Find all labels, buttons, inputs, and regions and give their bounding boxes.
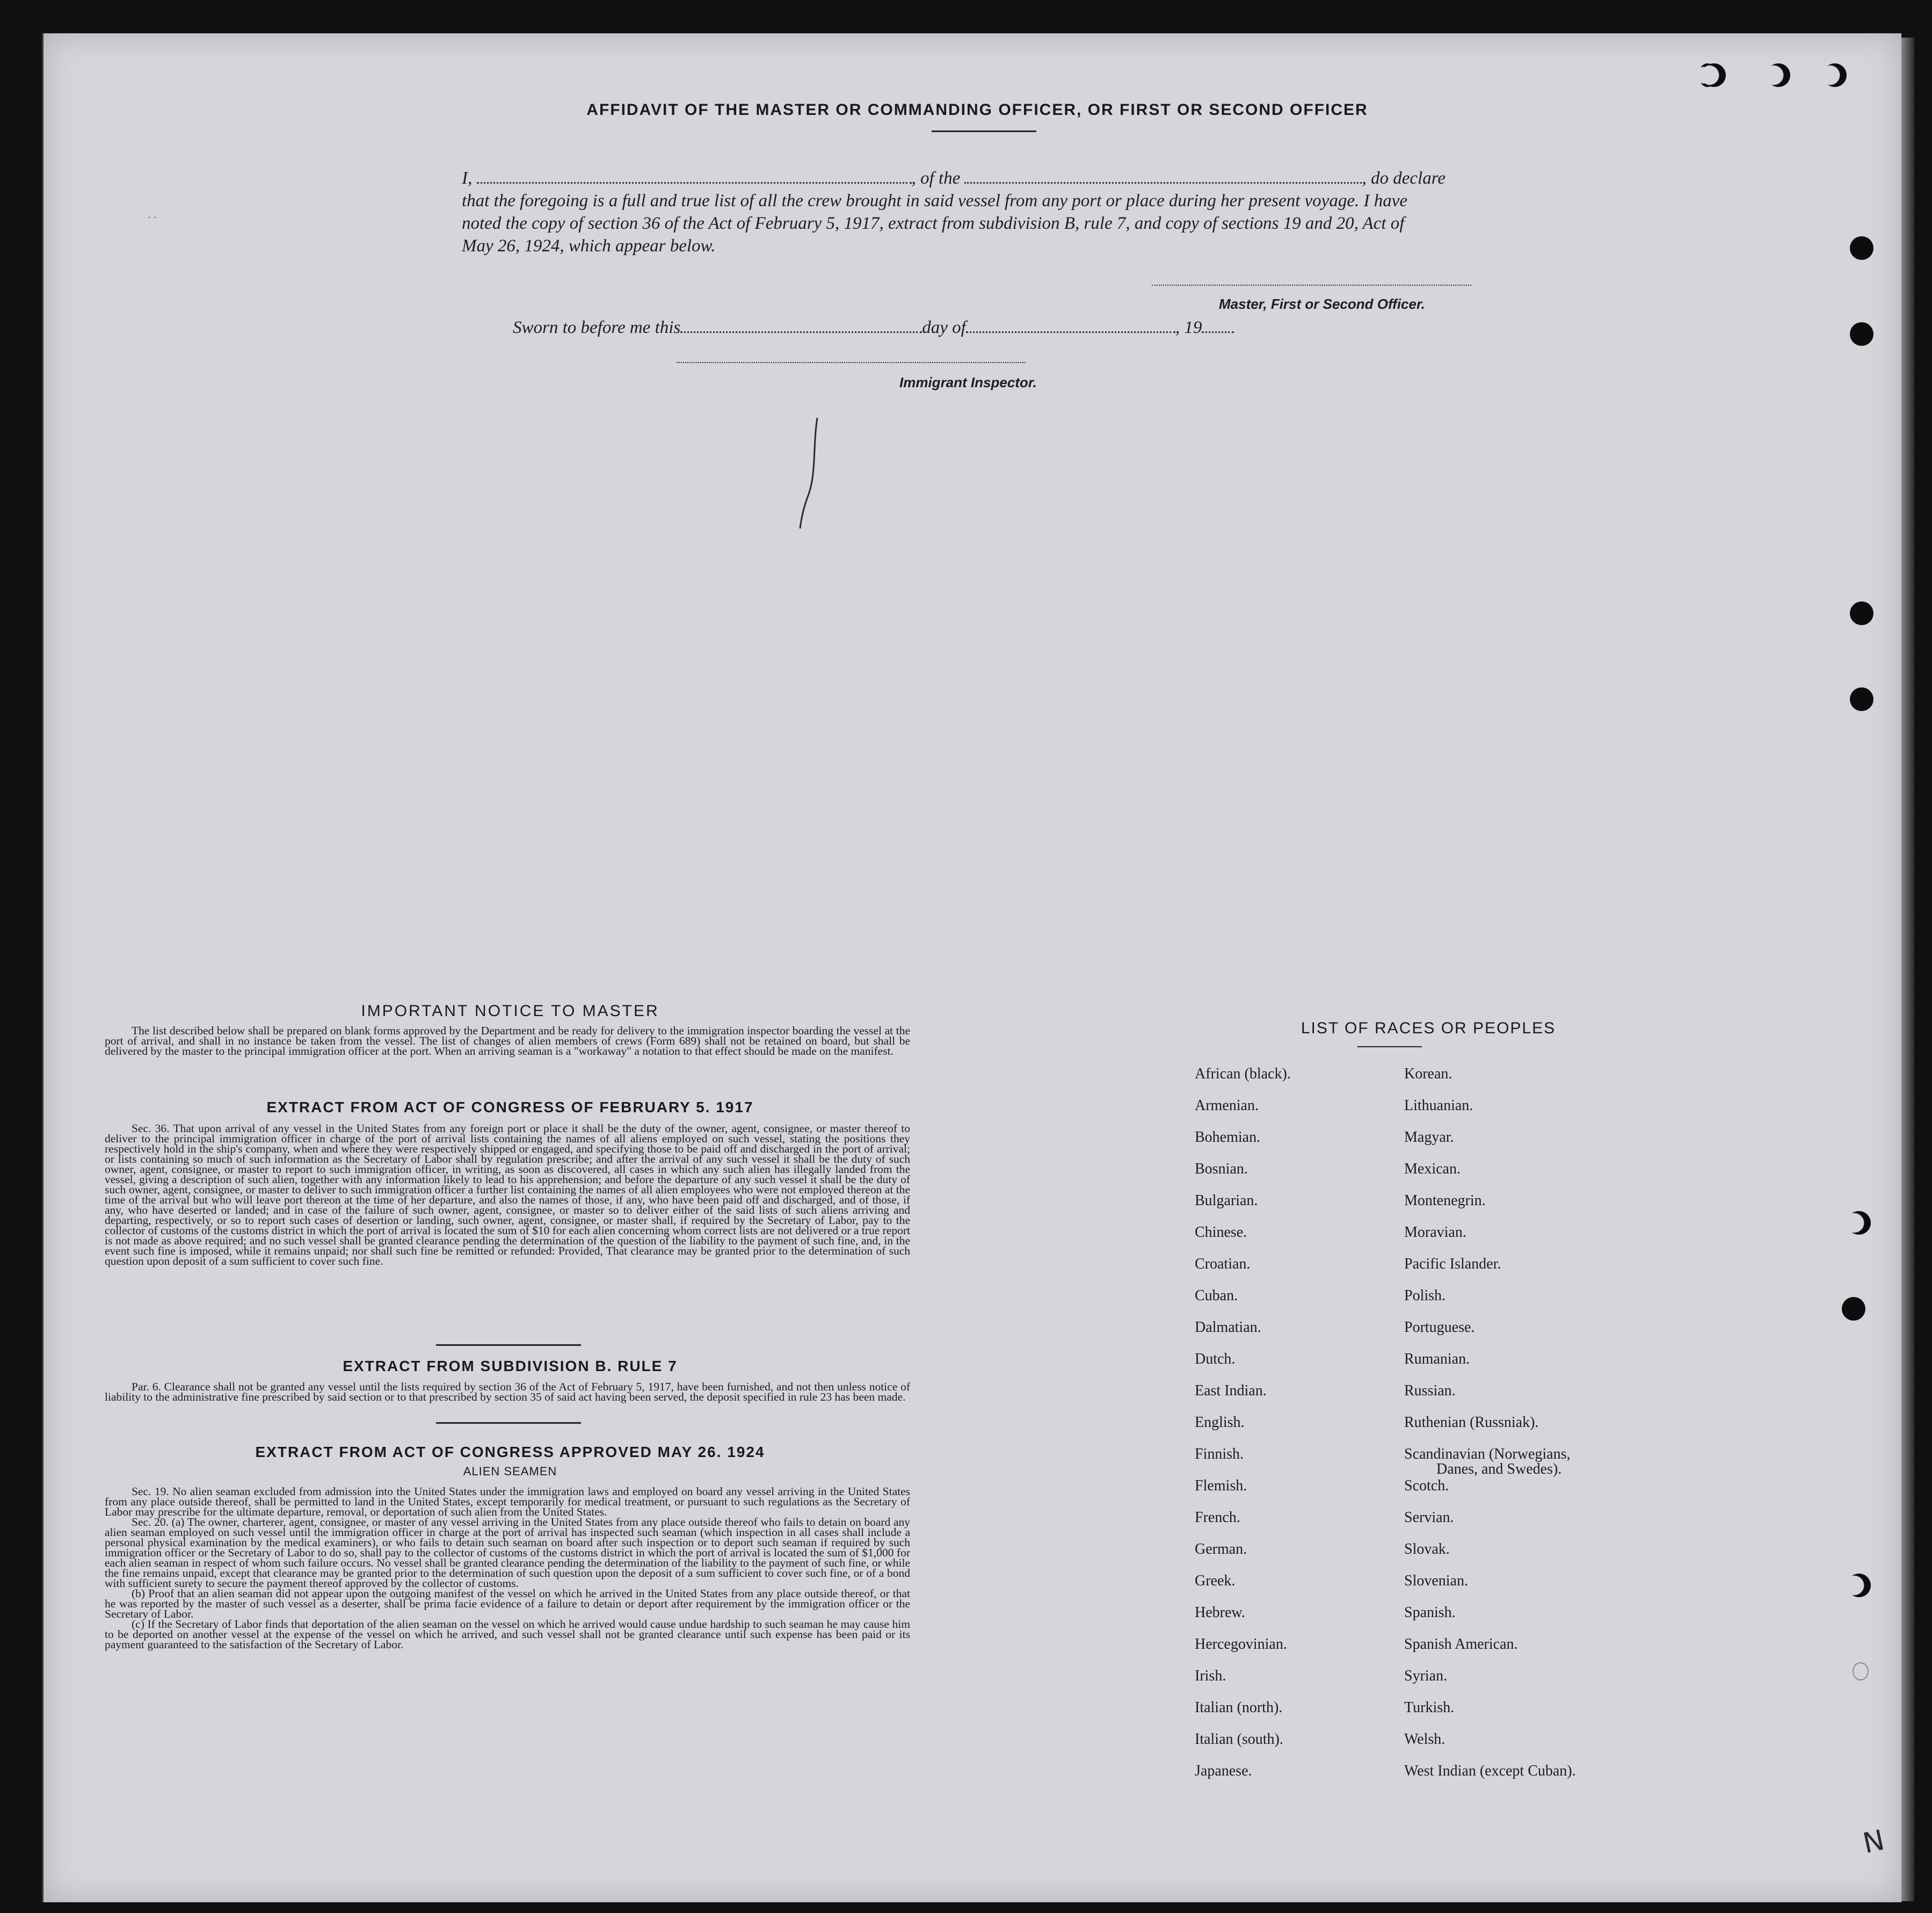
section-rule <box>436 1344 581 1346</box>
race-item: Korean. <box>1404 1066 1452 1082</box>
race-item: Chinese. <box>1195 1224 1247 1241</box>
rule7-text: Par. 6. Clearance shall not be granted any vessel until the lists required by section 36 of the Act of February 5, 1917, have been furnished, and not then unless notice of liability to the administrative fine prescribed by said section or to that prescribed by section 35 of said act having been served, the deposit specified in rule 23 has been made. <box>105 1380 910 1403</box>
name-blank[interactable] <box>477 170 912 184</box>
affidavit-of-the: , of the <box>911 169 961 188</box>
race-item: Irish. <box>1195 1668 1226 1684</box>
race-item: Spanish. <box>1404 1604 1456 1621</box>
race-item: German. <box>1195 1541 1247 1557</box>
race-item: Bohemian. <box>1195 1129 1261 1146</box>
extract-1917-text: Sec. 36. That upon arrival of any vessel in the United States from any foreign port or place it shall be the duty of the owner, agent, consignee, or master thereof to deliver to the principal immigration officer in charge of the port of arrival lists containing the names of all aliens employed on such vessel, stating the positions they respectively hold in the ship's company, when and where they were respectively shipped or engaged, and specifying those to be paid off and discharged in the port of arrival; or lists containing so much of such information as the Secretary of Labor shall by regulation prescribe; and after the arrival of any such vessel it shall be the duty of such owner, agent, consignee, or master to report to such immigration officer, in writing, as soon as discovered, all cases in which any such alien has illegally landed from the vessel, giving a description of such alien, together with any information likely to lead to his apprehension; and before the departure of any such vessel it shall be the duty of such owner, agent, consignee, or master to deliver to such immigration officer a further list containing the names of all alien employees who were not employed thereon at the time of the arrival but who will leave port thereon at the time of her departure, and also the names of those, if any, who have been paid off and discharged, and of those, if any, who have deserted or landed; and in case of the failure of such owner, agent, consignee, or master so to deliver either of the said lists of such aliens arriving and departing, respectively, or so to report such cases of desertion or landing, such owner, agent, consignee, or master shall, if required by the Secretary of Labor, pay to the collector of customs of the customs district in which the port of arrival is located the sum of $10 for each alien concerning whom correct lists are not delivered or a true report is not made as above required; and no such vessel shall be granted clearance pending the determination of the question of the liability to the payment of such fine, and, in the event such fine is imposed, while it remains unpaid; nor shall such fine be remitted or refunded: Provided, That clearance may be granted prior to the determination of such question upon deposit of a sum sufficient to cover such fine. <box>105 1122 910 1267</box>
race-item: Magyar. <box>1404 1129 1454 1146</box>
sworn-label: Sworn to before me this <box>513 318 681 337</box>
race-item: Servian. <box>1404 1509 1454 1526</box>
punch-hole <box>1853 1662 1869 1680</box>
race-item: Dutch. <box>1195 1351 1236 1367</box>
sec-19: Sec. 19. No alien seaman excluded from admission into the United States under the immigration laws and employed on board any vessel arriving in the United States from any place outside thereof, shall be permitted to land in the United States, except temporarily for medical treatment, or pursuant to such regulations as the Secretary of Labor may prescribe for the ultimate departure, removal, or deportation of such alien from the United States. <box>105 1485 910 1518</box>
race-item: Mexican. <box>1404 1161 1461 1177</box>
rule7-title: EXTRACT FROM SUBDIVISION B. RULE 7 <box>343 1358 678 1374</box>
race-item: English. <box>1195 1414 1245 1431</box>
sworn-line <box>513 317 1291 339</box>
race-item: Hercegovinian. <box>1195 1636 1287 1653</box>
extract-1924-text <box>105 1487 910 1650</box>
affidavit-line-3: noted the copy of section 36 of the Act of February 5, 1917, extract from subdivision B, rule 7, and copy of sections 19 and 20, Act of <box>462 214 1405 233</box>
punch-hole <box>1847 1211 1871 1235</box>
sworn-year-blank[interactable] <box>1202 320 1234 333</box>
sworn-day-blank[interactable] <box>680 320 922 333</box>
punch-hole <box>1850 322 1873 346</box>
punch-hole <box>1767 63 1790 87</box>
race-item: Lithuanian. <box>1404 1097 1473 1114</box>
punch-hole <box>1702 63 1726 87</box>
master-signature-label: Master, First or Second Officer. <box>1219 296 1425 312</box>
race-item: Greek. <box>1195 1573 1236 1589</box>
notice-text: The list described below shall be prepared on blank forms approved by the Department and be ready for delivery to the immigration inspector boarding the vessel at the port of arrival, and shall in no instance be taken from the vessel. The list of changes of alien members of crews (Form 689) shall not be retained on board, but shall be delivered by the master to the principal immigration officer at the port. When an arriving seaman is a "workaway" a notation to that effect should be made on the manifest. <box>105 1024 910 1057</box>
affidavit-line-4: May 26, 1924, which appear below. <box>462 236 716 256</box>
sec-20c: (c) If the Secretary of Labor finds that deportation of the alien seaman on the vessel on which he arrived would cause undue hardship to such seaman he may cause him to be deported on another vessel at the expense of the vessel on which he arrived, and such vessel shall not be granted clearance until such expense has been paid or its payment guaranteed to the satisfaction of the Secretary of Labor. <box>105 1618 910 1651</box>
punch-hole <box>1842 1297 1865 1321</box>
races-right-column <box>1404 1066 1576 1795</box>
race-item: Portuguese. <box>1404 1319 1475 1336</box>
inspector-label: Immigrant Inspector. <box>899 374 1037 390</box>
affidavit-line-2: that the foregoing is a full and true list of all the crew brought in said vessel from any port or place during her present voyage. I have <box>462 191 1408 211</box>
race-item-text: Scandinavian (Norwegians, <box>1404 1446 1571 1462</box>
sworn-month-blank[interactable] <box>966 320 1175 333</box>
race-item: Bulgarian. <box>1195 1192 1258 1209</box>
race-item: Flemish. <box>1195 1477 1247 1494</box>
notice-title: IMPORTANT NOTICE TO MASTER <box>361 1002 659 1020</box>
race-item: African (black). <box>1195 1066 1291 1082</box>
race-item: Syrian. <box>1404 1668 1448 1684</box>
race-item: Italian (north). <box>1195 1699 1283 1716</box>
race-item: French. <box>1195 1509 1240 1526</box>
extract-1924-title: EXTRACT FROM ACT OF CONGRESS APPROVED MAY 26. 1924 <box>255 1444 765 1460</box>
race-item-continued: Danes, and Swedes). <box>1436 1461 1562 1477</box>
punch-hole <box>1850 602 1873 625</box>
race-item: Scotch. <box>1404 1477 1449 1494</box>
race-item: East Indian. <box>1195 1382 1267 1399</box>
handwritten-mark: N <box>1860 1824 1887 1860</box>
sec-20a: Sec. 20. (a) The owner, charterer, agent, consignee, or master of any vessel arriving in the United States from any place outside thereof who fails to detain on board any alien seaman employed on such vessel until the immigration officer in charge at the port of arrival has inspected such seaman (which inspection in all cases shall include a personal physical examination by the medical examiners), or who fails to detain such seaman on board after such inspection or to deport such seaman if required by such immigration officer or the Secretary of Labor to do so, shall pay to the collector of customs of the customs district in which the port of arrival is located the sum of $1,000 for each alien seaman in respect of whom such failure occurs. No vessel shall be granted clearance pending the determination of the liability to the payment of such fine, or while the fine remains unpaid, except that clearance may be granted prior to the determination of such question upon the deposit of a sum sufficient to cover such fine, or of a bond with sufficient surety to secure the payment thereof approved by the collector of customs. <box>105 1516 910 1590</box>
race-item: Croatian. <box>1195 1256 1251 1272</box>
extract-1917-title: EXTRACT FROM ACT OF CONGRESS OF FEBRUARY 5. 1917 <box>266 1099 754 1115</box>
race-item: Cuban. <box>1195 1287 1238 1304</box>
sworn-day-of: day of <box>922 318 966 337</box>
section-rule <box>436 1422 581 1424</box>
punch-hole <box>1823 63 1847 87</box>
race-item: Turkish. <box>1404 1699 1455 1716</box>
race-item: Pacific Islander. <box>1404 1256 1501 1272</box>
affidavit-line-1 <box>462 168 1536 190</box>
race-item: Dalmatian. <box>1195 1319 1261 1336</box>
races-title: LIST OF RACES OR PEOPLES <box>1301 1019 1556 1037</box>
race-item: Spanish American. <box>1404 1636 1518 1653</box>
race-item: Bosnian. <box>1195 1161 1248 1177</box>
race-item: Armenian. <box>1195 1097 1259 1114</box>
master-signature-line[interactable] <box>1152 285 1471 286</box>
affidavit-declare: , do declare <box>1362 169 1446 188</box>
race-item: Russian. <box>1404 1382 1456 1399</box>
race-item: Ruthenian (Russniak). <box>1404 1414 1539 1431</box>
race-item: Hebrew. <box>1195 1604 1245 1621</box>
punch-hole <box>1850 687 1873 711</box>
race-item: Slovenian. <box>1404 1573 1468 1589</box>
race-item: West Indian (except Cuban). <box>1404 1763 1576 1779</box>
extract-1924-subtitle: ALIEN SEAMEN <box>463 1465 557 1478</box>
inspector-signature-line[interactable] <box>677 362 1026 363</box>
title-rule <box>932 131 1036 132</box>
race-item: Welsh. <box>1404 1731 1446 1748</box>
race-item: Finnish. <box>1195 1446 1244 1462</box>
sec-20b: (b) Proof that an alien seaman did not appear upon the outgoing manifest of the vessel on which he arrived in the United States from any place outside thereof, or that he was reported by the master of such vessel as a deserter, shall be prima facie evidence of a failure to detain or deport after requirement by the immigration officer or the Secretary of Labor. <box>105 1587 910 1620</box>
affidavit-i: I, <box>462 169 473 188</box>
punch-hole <box>1847 1574 1871 1597</box>
race-item: Moravian. <box>1404 1224 1466 1241</box>
pen-stroke <box>789 414 822 532</box>
race-item: Rumanian. <box>1404 1351 1470 1367</box>
race-item: Polish. <box>1404 1287 1446 1304</box>
races-left-column <box>1195 1066 1291 1795</box>
races-rule <box>1357 1046 1422 1047</box>
race-item: Montenegrin. <box>1404 1192 1486 1209</box>
vessel-blank[interactable] <box>964 170 1362 184</box>
stray-mark: · · <box>148 212 157 223</box>
race-item <box>1404 1446 1576 1478</box>
punch-hole <box>1850 236 1873 260</box>
race-item: Japanese. <box>1195 1763 1252 1779</box>
race-item: Italian (south). <box>1195 1731 1283 1748</box>
affidavit-title: AFFIDAVIT OF THE MASTER OR COMMANDING OFFICER, OR FIRST OR SECOND OFFICER <box>586 101 1368 119</box>
race-item: Slovak. <box>1404 1541 1450 1557</box>
sworn-year: , 19 <box>1175 318 1202 337</box>
